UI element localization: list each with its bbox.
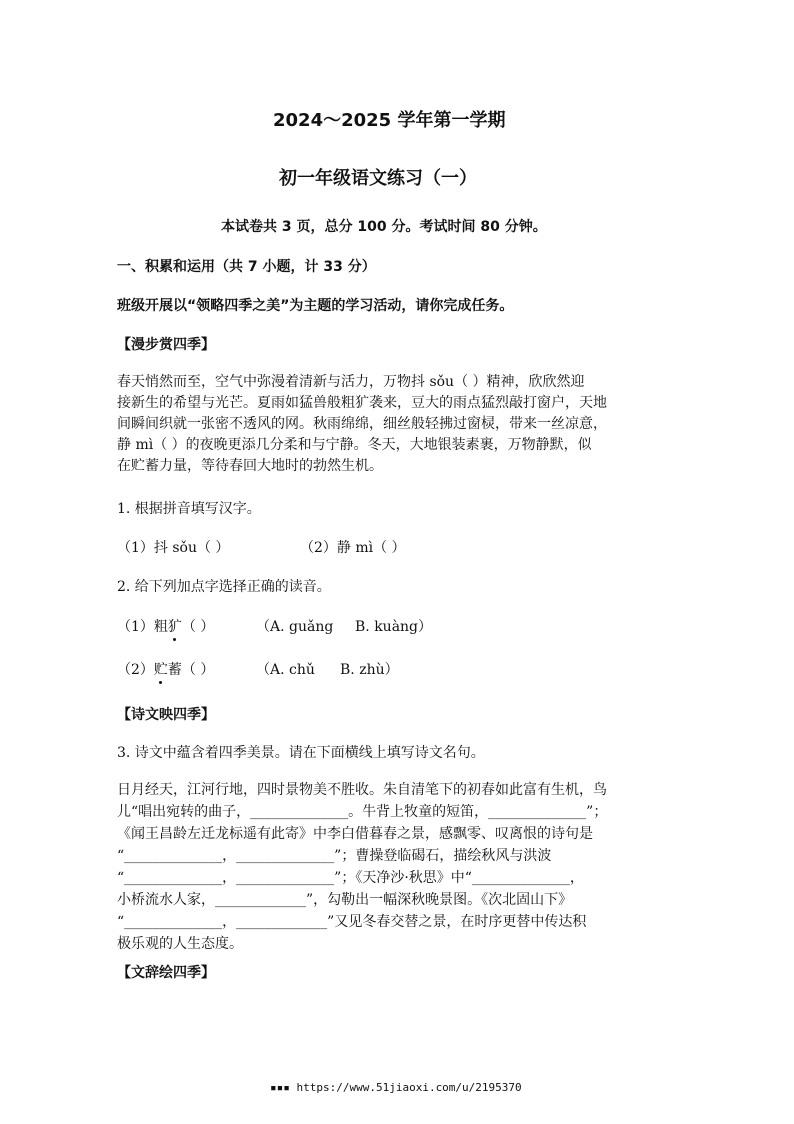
passage-line: 春天悄然而至，空气中弥漫着清新与活力，万物抖 sǒu（ ）精神，欣欣然迎 [117,374,585,390]
question-1-item-b: （2）静 mì（ ） [300,540,406,556]
q3-line: “______________，______________”；《天净沙·秋思》中“______________， [117,870,584,886]
question-1-stem: 1. 根据拼音填写汉字。 [117,501,261,517]
q2b-rest: 蓄（ ） [167,662,215,678]
passage [117,372,682,477]
q2a-blank: （ ） [181,619,215,635]
question-3-stem: 3. 诗文中蕴含着四季美景。请在下面横线上填写诗文名句。 [117,745,485,761]
part-heading-1: 【漫步赏四季】 [117,337,215,353]
part-heading-2: 【诗文映四季】 [117,707,215,723]
q2b-prefix: （2） [117,662,154,678]
section-heading: 一、积累和运用（共 7 小题，计 33 分） [117,259,376,275]
q2a-dotted-char: 犷 [167,619,182,635]
q3-line: “______________，_____________”又见冬春交替之景，在时序更替中传达积 [117,914,587,930]
passage-line: 间瞬间织就一张密不透风的网。秋雨绵绵，细丝般轻拂过窗棂，带来一丝凉意， [117,416,607,432]
question-2-stem: 2. 给下列加点字选择正确的读音。 [117,579,331,595]
question-2-a-option-a: （A. guǎng [256,619,334,635]
passage-line: 接新生的希望与光芒。夏雨如猛兽般粗犷袭来，豆大的雨点猛烈敲打窗户，天地 [117,395,607,411]
question-2-a-option-b: B. kuàng） [355,619,433,635]
passage-line: 在贮蓄力量，等待春回大地时的勃然生机。 [117,458,383,474]
question-1-item-a: （1）抖 sǒu（ ） [117,540,230,556]
term-title: 2024～2025 学年第一学期 [273,110,506,131]
question-2-b-option-a: （A. chǔ [256,662,315,678]
exam-title: 初一年级语文练习（一） [279,168,477,189]
q3-line: 日月经天，江河行地，四时景物美不胜收。朱自清笔下的初春如此富有生机，鸟 [117,782,607,798]
question-2-b-option-b: B. zhù） [340,662,399,678]
question-2-item-b [117,659,214,679]
part-heading-3: 【文辞绘四季】 [117,965,215,981]
q2b-dotted-char: 贮 [153,662,168,678]
q3-line: 《闻王昌龄左迁龙标遥有此寄》中李白借暮春之景，感飘零、叹离恨的诗句是 [117,826,593,842]
passage-line: 静 mì（ ）的夜晚更添几分柔和与宁静。冬天，大地银装素裹，万物静默，似 [117,437,592,453]
q3-line: 儿“唱出宛转的曲子，______________。牛背上牧童的短笛，______________”； [117,804,608,820]
footer-watermark-link[interactable]: ▪▪▪ https://www.51jiaoxi.com/u/2195370 [270,1081,522,1094]
section-intro: 班级开展以“领略四季之美”为主题的学习活动，请你完成任务。 [117,298,514,314]
q3-line: 极乐观的人生态度。 [117,936,243,952]
q2a-prefix: （1）粗 [117,619,168,635]
q3-line: “______________，______________”；曹操登临碣石，描绘秋风与洪波 [117,848,552,864]
q3-line: 小桥流水人家，_____________”，勾勒出一幅深秋晚景图。《次北固山下》 [117,892,573,908]
question-3-body [117,779,682,955]
question-2-item-a [117,616,214,636]
exam-info: 本试卷共 3 页，总分 100 分。考试时间 80 分钟。 [221,219,547,235]
